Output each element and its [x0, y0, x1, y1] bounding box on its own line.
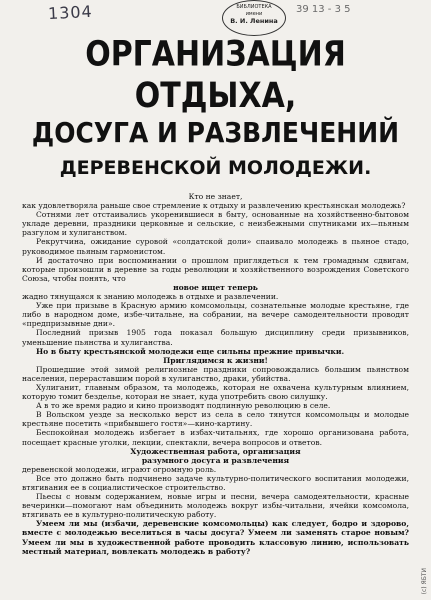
- paragraph: Прошедшие этой зимой религиозные праздники сопровождались большим пьянством населения, перераставшим порой в хулиганство, драки, убийства.: [22, 364, 409, 383]
- bold-heading: Художественная работа, организация: [130, 446, 301, 456]
- paragraph: Последний призыв 1905 года показал большую дисциплину среди призывников, уменьшение пьянства и хулиганства.: [22, 328, 409, 347]
- paragraph: деревенской молодежи, играют огромную роль.: [22, 464, 217, 474]
- bold-heading: Но в быту крестьянской молодежи еще сильны прежние привычки.: [36, 346, 345, 356]
- bold-heading: Умеем ли мы (избачи, деревенские комсомольцы) как следует, бодро и здорово, вместе с молодежью веселиться в часы досуга? Умеем ли заменять старое новым? Умеем ли мы в художественной работе проводить классовую линию, использовать местный материал, вовлекать молодежь в работу?: [22, 519, 409, 556]
- paragraph: Уже при призыве в Красную армию комсомольцы, сознательные молодые крестьяне, где либо в народном доме, избе-читальне, на собрании, на вечере самодеятельности проводят «предпризывные дни».: [22, 301, 409, 329]
- body-text: [22, 192, 409, 556]
- title-line-3: ДЕРЕВЕНСКОЙ МОЛОДЕЖИ.: [59, 157, 372, 179]
- title-line-1: ОРГАНИЗАЦИЯ ОТДЫХА,: [85, 34, 346, 117]
- library-stamp: [222, 0, 286, 36]
- paragraph: Рекрутчина, ожидание суровой «солдатской доли» спаивало молодежь в пьяное стадо, руководимое пьяным гармонистом.: [22, 237, 409, 256]
- paragraph: Беспокойная молодежь избегает в избах-читальнях, где хорошо организована работа, посещает красные уголки, лекции, спектакли, вечера вопросов и ответов.: [22, 428, 409, 447]
- pencil-note: 39 13 - 3 5: [296, 4, 351, 15]
- paragraph: Сотнями лет отстаивались укоренившиеся в быту, основанные на хозяйственно-бытовом укладе деревни, праздники церковные и сельские, с неизбежными спутниками их—пьяным разгулом и хулиганством.: [22, 210, 409, 238]
- paragraph: Все это должно быть подчинено задаче культурно-политического воспитания молодежи, втягивания ее в социалистическое строительство.: [22, 473, 409, 492]
- stamp-line: имени: [245, 11, 263, 17]
- paragraph: Пьесы с новым содержанием, новые игры и песни, вечера самодеятельности, красные вечеринки—помогают нам объединить молодежь вокруг избы-читальни, ячейки комсомола, втягивать ее в культурно-политическую работу.: [22, 492, 409, 520]
- paragraph: как удовлетворяла раньше свое стремление к отдыху и развлечению крестьянская молодежь?: [22, 201, 406, 211]
- paragraph: А в то же время радио и кино производят подлинную революцию в селе.: [36, 401, 331, 411]
- bold-heading: разумного досуга и развлечения: [141, 455, 290, 465]
- bold-heading: новое ищет теперь: [173, 282, 258, 292]
- paragraph: Хулиганит, главным образом, та молодежь, которая не охвачена культурным влиянием, которую томит безделье, которая не знает, куда употребить свою силушку.: [22, 382, 409, 402]
- paragraph: В Вольском уезде за несколько верст из села в село тянутся комсомольцы и молодые крестьяне посетить «прибывшего гостя»—кино-картину.: [22, 410, 409, 429]
- stamp-line: В. И. Ленина: [230, 17, 278, 25]
- paragraph: жадно тянущаяся к знанию молодежь в отдыхе и развлечении.: [22, 292, 279, 302]
- catalog-number: 1304: [47, 1, 94, 24]
- bold-heading: Приглядимся к жизни!: [163, 355, 268, 365]
- edge-mark: (c) ЯБТИ: [421, 567, 428, 594]
- title-line-2: ДОСУГА И РАЗВЛЕЧЕНИЙ: [31, 116, 400, 149]
- stamp-line: БИБЛИОТЕКА: [236, 4, 272, 10]
- paragraph: Кто не знает,: [188, 192, 243, 201]
- paragraph: И достаточно при воспоминании о прошлом приглядеться к тем громадным сдвигам, которые произошли в деревне за годы революции и хозяйственного возрождения Советского Союза, чтобы понять, что: [22, 255, 409, 283]
